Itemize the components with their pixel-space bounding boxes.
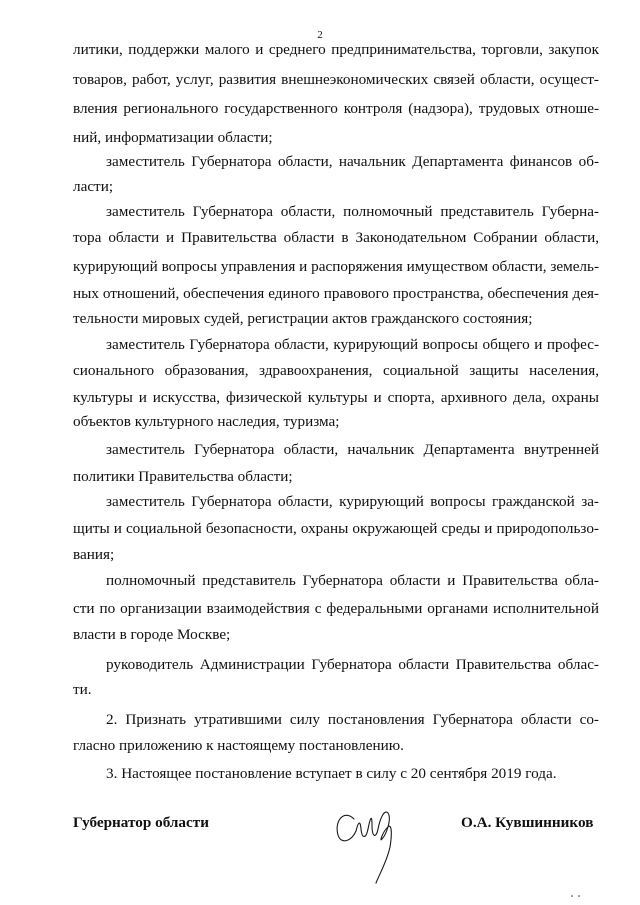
body-line: вления регионального государственного контроля (надзора), трудовых отноше- <box>73 100 599 117</box>
handwritten-signature <box>330 795 405 890</box>
body-line: политики Правительства области; <box>73 468 293 485</box>
body-line: ласти; <box>73 178 114 195</box>
body-line: литики, поддержки малого и среднего предпринимательства, торговли, закупок <box>73 41 599 58</box>
body-line: 2. Признать утратившими силу постановления Губернатора области со- <box>106 711 599 728</box>
body-line: вания; <box>73 546 115 563</box>
body-line: гласно приложению к настоящему постановлению. <box>73 737 404 754</box>
body-line: ных отношений, обеспечения единого правового пространства, обеспечения дея- <box>73 285 599 302</box>
body-line: заместитель Губернатора области, начальник Департамента внутренней <box>106 441 599 458</box>
body-line: полномочный представитель Губернатора области и Правительства обла- <box>106 572 599 589</box>
body-line: заместитель Губернатора области, полномочный представитель Губерна- <box>106 203 599 220</box>
signatory-title: Губернатор области <box>73 814 209 831</box>
body-line: щиты и социальной безопасности, охраны окружающей среды и природопользо- <box>73 520 599 537</box>
body-line: товаров, работ, услуг, развития внешнеэкономических связей области, осущест- <box>73 71 599 88</box>
body-line: тельности мировых судей, регистрации актов гражданского состояния; <box>73 310 533 327</box>
body-line: курирующий вопросы управления и распоряжения имуществом области, земель- <box>73 258 599 275</box>
body-line: сионального образования, здравоохранения, социальной защиты населения, <box>73 362 599 379</box>
body-line: 3. Настоящее постановление вступает в силу с 20 сентября 2019 года. <box>106 765 557 782</box>
body-line: сти по организации взаимодействия с федеральными органами исполнительной <box>73 600 599 617</box>
body-line: тора области и Правительства области в Законодательном Собрании области, <box>73 229 599 246</box>
body-line: заместитель Губернатора области, курирующий вопросы общего и профес- <box>106 336 599 353</box>
body-line: заместитель Губернатора области, курирующий вопросы гражданской за- <box>106 493 599 510</box>
scan-mark <box>570 893 582 899</box>
signatory-name: О.А. Кувшинников <box>461 814 594 831</box>
body-line: заместитель Губернатора области, начальник Департамента финансов об- <box>106 153 599 170</box>
body-line: ний, информатизации области; <box>73 129 273 146</box>
body-line: власти в городе Москве; <box>73 626 231 643</box>
page-number: 2 <box>317 29 323 41</box>
body-line: объектов культурного наследия, туризма; <box>73 413 340 430</box>
body-line: руководитель Администрации Губернатора области Правительства облас- <box>106 656 599 673</box>
body-line: ти. <box>73 681 92 698</box>
body-line: культуры и искусства, физической культуры и спорта, архивного дела, охраны <box>73 389 599 406</box>
